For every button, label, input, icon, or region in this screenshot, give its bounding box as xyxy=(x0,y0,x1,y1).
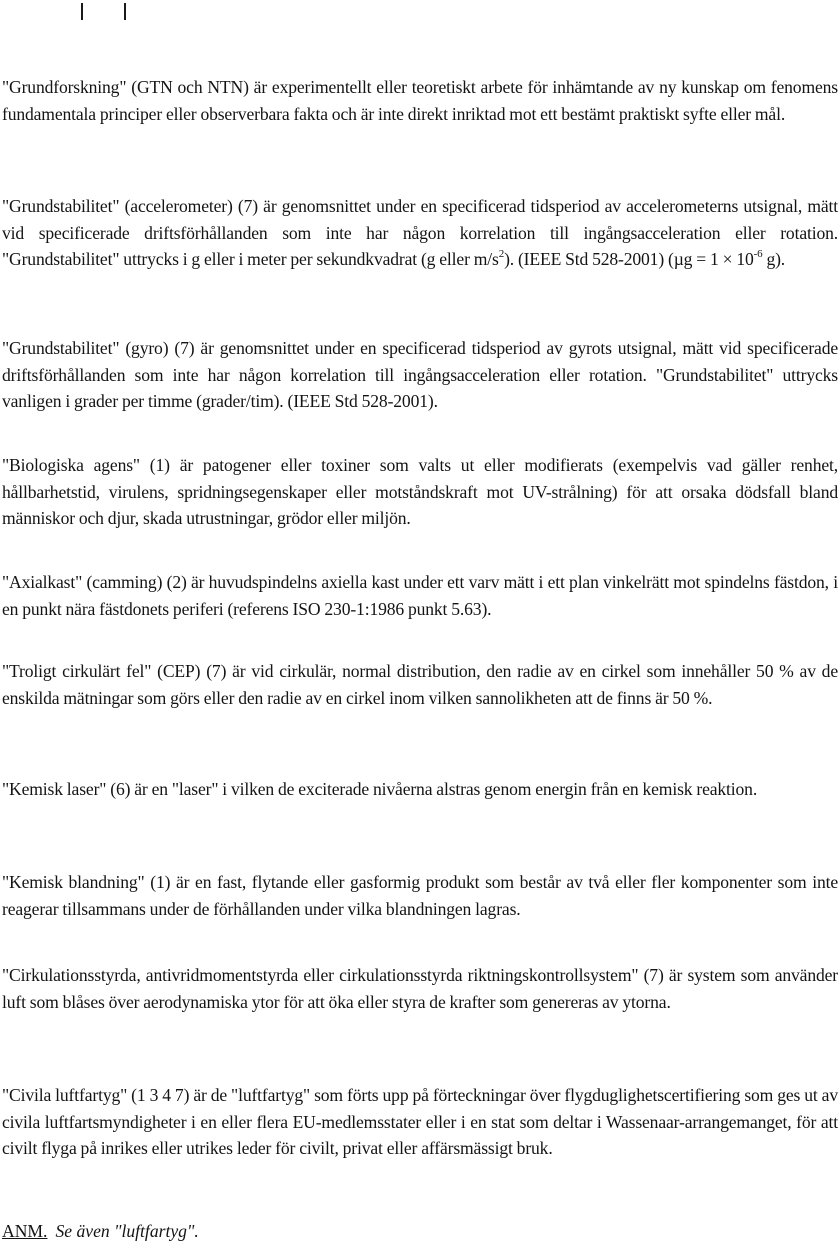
definition-text: "Grundstabilitet" (accelerometer) (7) är genomsnittet under en specificerad tidsperiod av accelerometerns utsignal, mätt vid specificerade driftsförhållanden som inte har någon korrelation till ingångsacceleration eller rotation. "Grundstabilitet" uttrycks i g eller i meter per sekundkvadrat (g eller m/s xyxy=(2,196,838,269)
definition-cep: "Troligt cirkulärt fel" (CEP) (7) är vid cirkulär, normal distribution, den radie av en cirkel som innehåller 50 % av de enskilda mätningar som görs eller den radie av en cirkel inom vilken sannolikheten att de finns är 50 %. xyxy=(2,661,838,708)
definition-kemisk-blandning: "Kemisk blandning" (1) är en fast, flytande eller gasformig produkt som består av två eller fler komponenter som inte reagerar tillsammans under de förhållanden under vilka blandningen lagras. xyxy=(2,872,838,919)
definition-text: g). xyxy=(762,249,786,269)
note xyxy=(2,1218,199,1245)
definition-grundforskning: "Grundforskning" (GTN och NTN) är experimentellt eller teoretiskt arbete för inhämtande av ny kunskap om fenomens fundamentala principer eller observerbara fakta och är inte direkt inriktad mot ett bestämt praktiskt syfte eller mål. xyxy=(2,77,838,124)
note-label: ANM. xyxy=(2,1221,48,1241)
definition-cirkulationsstyrda: "Cirkulationsstyrda, antivridmomentstyrda eller cirkulationsstyrda riktningskontrollsystem" (7) är system som använder luft som blåses över aerodynamiska ytor för att öka eller styra de krafter som genereras av ytorna. xyxy=(2,965,838,1012)
definition-grundstabilitet-accelerometer xyxy=(2,193,838,273)
superscript: 2 xyxy=(498,248,505,261)
note-text: Se även "luftfartyg". xyxy=(55,1221,199,1241)
definition-biologiska-agens: "Biologiska agens" (1) är patogener eller toxiner som valts ut eller modifierats (exempelvis vad gäller renhet, hållbarhetstid, virulens, spridningsegenskaper eller motståndskraft mot UV-strålning) för att orsaka dödsfall bland människor och djur, skada utrustningar, grödor eller miljön. xyxy=(2,455,838,528)
margin-mark-left xyxy=(81,3,83,20)
definition-civila-luftfartyg: "Civila luftfartyg" (1 3 4 7) är de "luftfartyg" som förts upp på förteckningar över flygduglighetscertifiering som ges ut av civila luftfartsmyndigheter i en eller flera EU-medlemsstater eller i en stat som deltar i Wassenaar-arrangemanget, för att civilt flyga på inrikes eller utrikes leder för civilt, privat eller affärsmässigt bruk. xyxy=(2,1085,838,1158)
definition-axialkast: "Axialkast" (camming) (2) är huvudspindelns axiella kast under ett varv mätt i ett plan vinkelrätt mot spindelns fästdon, i en punkt nära fästdonets periferi (referens ISO 230-1:1986 punkt 5.63). xyxy=(2,572,838,619)
superscript: -6 xyxy=(753,248,763,261)
definition-text: ). (IEEE Std 528-2001) (µg = 1 × 10 xyxy=(504,249,754,269)
page-top-marks xyxy=(0,0,839,24)
margin-mark-right xyxy=(124,3,126,20)
definition-grundstabilitet-gyro: "Grundstabilitet" (gyro) (7) är genomsnittet under en specificerad tidsperiod av gyrots utsignal, mätt vid specificerade driftsförhållanden som inte har någon korrelation till ingångsacceleration eller rotation. "Grundstabilitet" uttrycks vanligen i grader per timme (grader/tim). (IEEE Std 528-2001). xyxy=(2,338,838,411)
definition-kemisk-laser: "Kemisk laser" (6) är en "laser" i vilken de exciterade nivåerna alstras genom energin från en kemisk reaktion. xyxy=(2,779,758,799)
